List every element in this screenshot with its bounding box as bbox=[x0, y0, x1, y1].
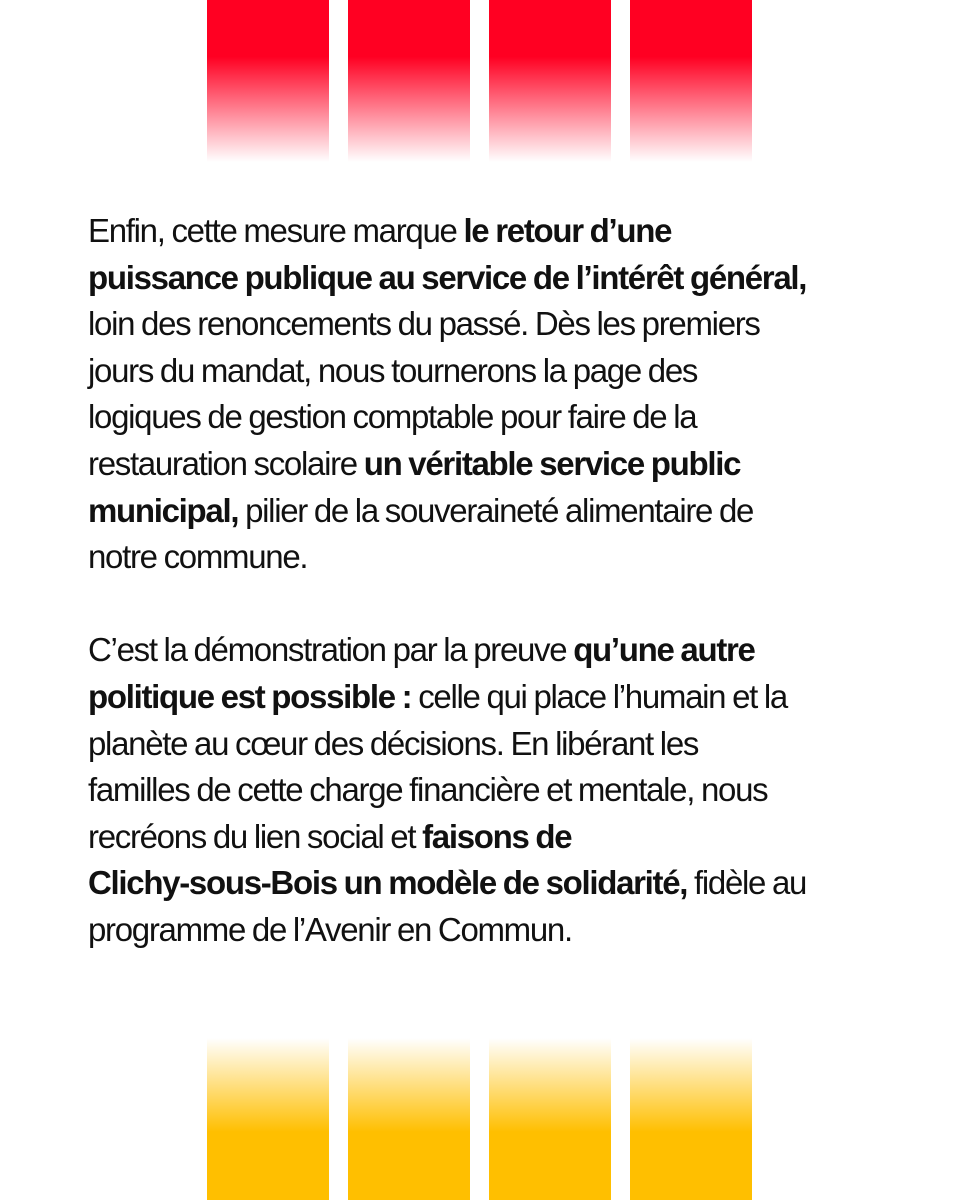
p1-emphasis-3: un véritable service public bbox=[363, 444, 741, 482]
top-decorative-bars bbox=[207, 0, 753, 162]
bottom-decorative-bars bbox=[207, 1038, 753, 1200]
paragraph-2 bbox=[88, 627, 888, 953]
p2-emphasis-3: faisons de bbox=[422, 817, 572, 855]
red-bar-1 bbox=[207, 0, 329, 162]
p2-line-3: planète au cœur des décisions. En libérant les bbox=[88, 724, 699, 762]
p2-line-4: familles de cette charge financière et mentale, nous bbox=[88, 771, 768, 809]
p1-line-6: restauration scolaire un véritable service public bbox=[88, 444, 741, 482]
p1-emphasis-4: municipal, bbox=[88, 491, 239, 529]
p1-line-8: notre commune. bbox=[88, 538, 308, 576]
red-bar-3 bbox=[489, 0, 611, 162]
p1-emphasis-2: puissance publique au service de l’intérêt général, bbox=[88, 258, 807, 296]
yellow-bar-4 bbox=[630, 1038, 752, 1200]
red-bar-2 bbox=[348, 0, 470, 162]
paragraph-1 bbox=[88, 208, 888, 581]
paragraph-gap bbox=[88, 581, 888, 628]
p1-line-5: logiques de gestion comptable pour faire de la bbox=[88, 398, 697, 436]
p2-emphasis-4: Clichy-sous-Bois un modèle de solidarité, bbox=[88, 864, 688, 902]
p2-emphasis-1: qu’une autre bbox=[573, 631, 755, 669]
p1-line-1: Enfin, cette mesure marque le retour d’une bbox=[88, 212, 672, 249]
p2-line-6: Clichy-sous-Bois un modèle de solidarité, fidèle au bbox=[88, 864, 807, 902]
red-bar-4 bbox=[630, 0, 752, 162]
yellow-bar-1 bbox=[207, 1038, 329, 1200]
p1-emphasis-1: le retour d’une bbox=[463, 212, 672, 249]
p1-line-3: loin des renoncements du passé. Dès les premiers bbox=[88, 305, 760, 343]
p2-line-5: recréons du lien social et faisons de bbox=[88, 817, 572, 855]
p1-line-7: municipal, pilier de la souveraineté alimentaire de bbox=[88, 491, 754, 529]
p2-line-2: politique est possible : celle qui place l’humain et la bbox=[88, 677, 787, 715]
p2-line-1: C’est la démonstration par la preuve qu’une autre bbox=[88, 631, 755, 669]
p2-emphasis-2: politique est possible : bbox=[88, 677, 412, 715]
p1-line-4: jours du mandat, nous tournerons la page des bbox=[88, 351, 698, 389]
body-text bbox=[88, 208, 888, 954]
yellow-bar-3 bbox=[489, 1038, 611, 1200]
p2-line-7: programme de l’Avenir en Commun. bbox=[88, 910, 572, 948]
p1-line-2 bbox=[88, 255, 888, 302]
yellow-bar-2 bbox=[348, 1038, 470, 1200]
